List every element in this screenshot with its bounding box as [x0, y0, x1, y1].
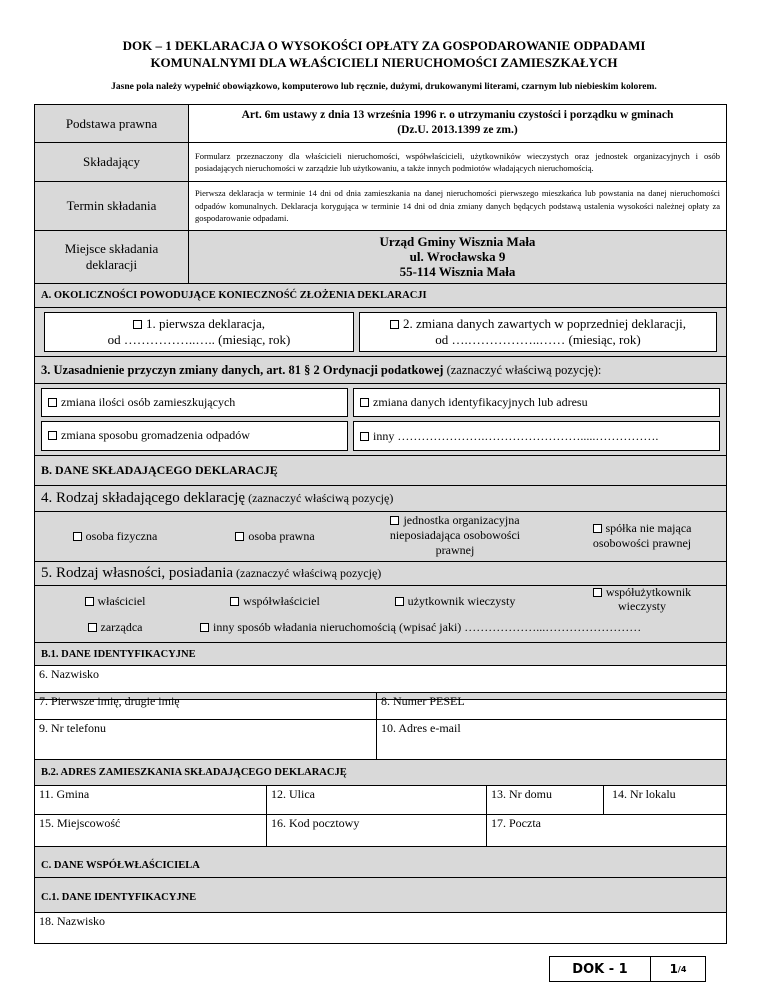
checkbox-icon[interactable]	[593, 524, 602, 533]
form-title-line2: KOMUNALNYMI DLA WŁAŚCICIELI NIERUCHOMOŚCI ZAMIESZKAŁYCH	[150, 55, 618, 70]
checkbox-icon[interactable]	[230, 597, 239, 606]
skladajacy-text: Formularz przeznaczony dla właścicieli nieruchomości, współwłaścicieli, użytkowników wieczystych oraz jednostek organizacyjnych i osób posiadających nieruchomości w zarządzie lub użytkowaniu, a także innych podmiotów władających nieruchomością.	[188, 142, 727, 182]
option-co-owner[interactable]: współwłaściciel	[200, 588, 350, 614]
option-change-residents[interactable]: zmiana ilości osób zamieszkujących	[41, 388, 348, 417]
termin-label: Termin składania	[34, 181, 189, 231]
option-organizational-unit[interactable]: jednostka organizacyjna nieposiadająca osobowości prawnej	[389, 513, 521, 557]
option-natural-person[interactable]: osoba fizyczna	[40, 513, 190, 560]
checkbox-icon[interactable]	[360, 398, 369, 407]
section-b2-header: B.2. ADRES ZAMIESZKANIA SKŁADAJĄCEGO DEKLARACJĘ	[34, 759, 727, 786]
field-city[interactable]: 15. Miejscowość	[34, 814, 267, 847]
field-email[interactable]: 10. Adres e-mail	[376, 719, 727, 760]
checkbox-icon[interactable]	[200, 623, 209, 632]
section-c-header: C. DANE WSPÓŁWŁAŚCICIELA	[34, 846, 727, 878]
termin-text: Pierwsza deklaracja w terminie 14 dni od dnia zamieszkania na danej nieruchomości pierwszego mieszkańca lub powstania na danej nieruchomości odpadów komunalnych. Deklaracja korygująca w terminie 14 dni od dnia zmiany danych będących podstawą ustalenia wysokości należnej opłaty za gospodarowanie odpadami.	[188, 181, 727, 231]
checkbox-icon[interactable]	[593, 588, 602, 597]
field-apartment-number[interactable]: 14. Nr lokalu	[603, 785, 727, 815]
section-c1-header: C.1. DANE IDENTYFIKACYJNE	[34, 877, 727, 913]
section-4-header: 4. Rodzaj składającego deklarację (zaznaczyć właściwą pozycję)	[34, 485, 727, 512]
field-surname[interactable]: 6. Nazwisko	[34, 665, 727, 693]
field-co-owner-surname[interactable]: 18. Nazwisko	[34, 912, 727, 944]
option-change-identification[interactable]: zmiana danych identyfikacyjnych lub adresu	[353, 388, 720, 417]
podstawa-text: Art. 6m ustawy z dnia 13 września 1996 r. o utrzymaniu czystości i porządku w gminach (Dz.U. 2013.1399 ze zm.)	[188, 104, 727, 143]
checkbox-icon[interactable]	[395, 597, 404, 606]
checkbox-icon[interactable]	[48, 398, 57, 407]
checkbox-icon[interactable]	[235, 532, 244, 541]
option-company[interactable]: spółka nie mająca osobowości prawnej	[592, 521, 692, 550]
option-manager[interactable]: zarządca	[40, 614, 190, 640]
checkbox-icon[interactable]	[360, 432, 369, 441]
document-code: DOK - 1	[550, 957, 651, 981]
section-3-header: 3. Uzasadnienie przyczyn zmiany danych, art. 81 § 2 Ordynacji podatkowej (zaznaczyć właściwą pozycję):	[34, 356, 727, 384]
form-title-line1: DOK – 1 DEKLARACJA O WYSOKOŚCI OPŁATY ZA GOSPODAROWANIE ODPADAMI	[122, 38, 646, 53]
checkbox-icon[interactable]	[85, 597, 94, 606]
field-street[interactable]: 12. Ulica	[266, 785, 487, 815]
field-house-number[interactable]: 13. Nr domu	[486, 785, 604, 815]
option-perpetual-user[interactable]: użytkownik wieczysty	[360, 588, 550, 614]
checkbox-icon[interactable]	[133, 320, 142, 329]
checkbox-icon[interactable]	[390, 320, 399, 329]
field-pesel[interactable]: 8. Numer PESEL	[376, 692, 727, 720]
option-legal-person[interactable]: osoba prawna	[200, 513, 350, 560]
section-5-header: 5. Rodzaj własności, posiadania (zaznaczyć właściwą pozycję)	[34, 561, 727, 586]
checkbox-icon[interactable]	[73, 532, 82, 541]
field-commune[interactable]: 11. Gmina	[34, 785, 267, 815]
option-other[interactable]: inny ………………….…………………….....…………….	[353, 421, 720, 451]
document-code-box	[549, 956, 706, 982]
option-data-change[interactable]: 2. zmiana danych zawartych w poprzedniej deklaracji, od ….……………..…… (miesiąc, rok)	[359, 312, 717, 352]
option-other-possession[interactable]: inny sposób władania nieruchomością (wpisać jaki) ………………...……………………	[200, 614, 725, 640]
fill-instructions: Jasne pola należy wypełnić obowiązkowo, komputerowo lub ręcznie, dużymi, drukowanymi literami, czarnym lub niebieskim kolorem.	[111, 82, 657, 92]
checkbox-icon[interactable]	[390, 516, 399, 525]
field-first-name[interactable]: 7. Pierwsze imię, drugie imię	[34, 692, 377, 720]
option-first-declaration[interactable]: 1. pierwsza deklaracja, od ……………..….. (miesiąc, rok)	[44, 312, 354, 352]
checkbox-icon[interactable]	[88, 623, 97, 632]
podstawa-label: Podstawa prawna	[34, 104, 189, 143]
option-owner[interactable]: właściciel	[40, 588, 190, 614]
section-b1-header: B.1. DANE IDENTYFIKACYJNE	[34, 642, 727, 666]
section-b-header: B. DANE SKŁADAJĄCEGO DEKLARACJĘ	[34, 455, 727, 486]
field-postal-code[interactable]: 16. Kod pocztowy	[266, 814, 487, 847]
miejsce-label: Miejsce składania deklaracji	[34, 230, 189, 284]
checkbox-icon[interactable]	[48, 431, 57, 440]
option-change-collection[interactable]: zmiana sposobu gromadzenia odpadów	[41, 421, 348, 451]
option-perpetual-co-user[interactable]: współużytkownik wieczysty	[562, 585, 722, 615]
office-address: Urząd Gminy Wisznia Mała ul. Wrocławska 9 55-114 Wisznia Mała	[188, 230, 727, 284]
skladajacy-label: Składający	[34, 142, 189, 182]
field-phone[interactable]: 9. Nr telefonu	[34, 719, 377, 760]
page-number: 1 /4	[669, 962, 687, 976]
section-a-header: A. OKOLICZNOŚCI POWODUJĄCE KONIECZNOŚĆ ZŁOŻENIA DEKLARACJI	[34, 283, 727, 308]
field-post-office[interactable]: 17. Poczta	[486, 814, 727, 847]
